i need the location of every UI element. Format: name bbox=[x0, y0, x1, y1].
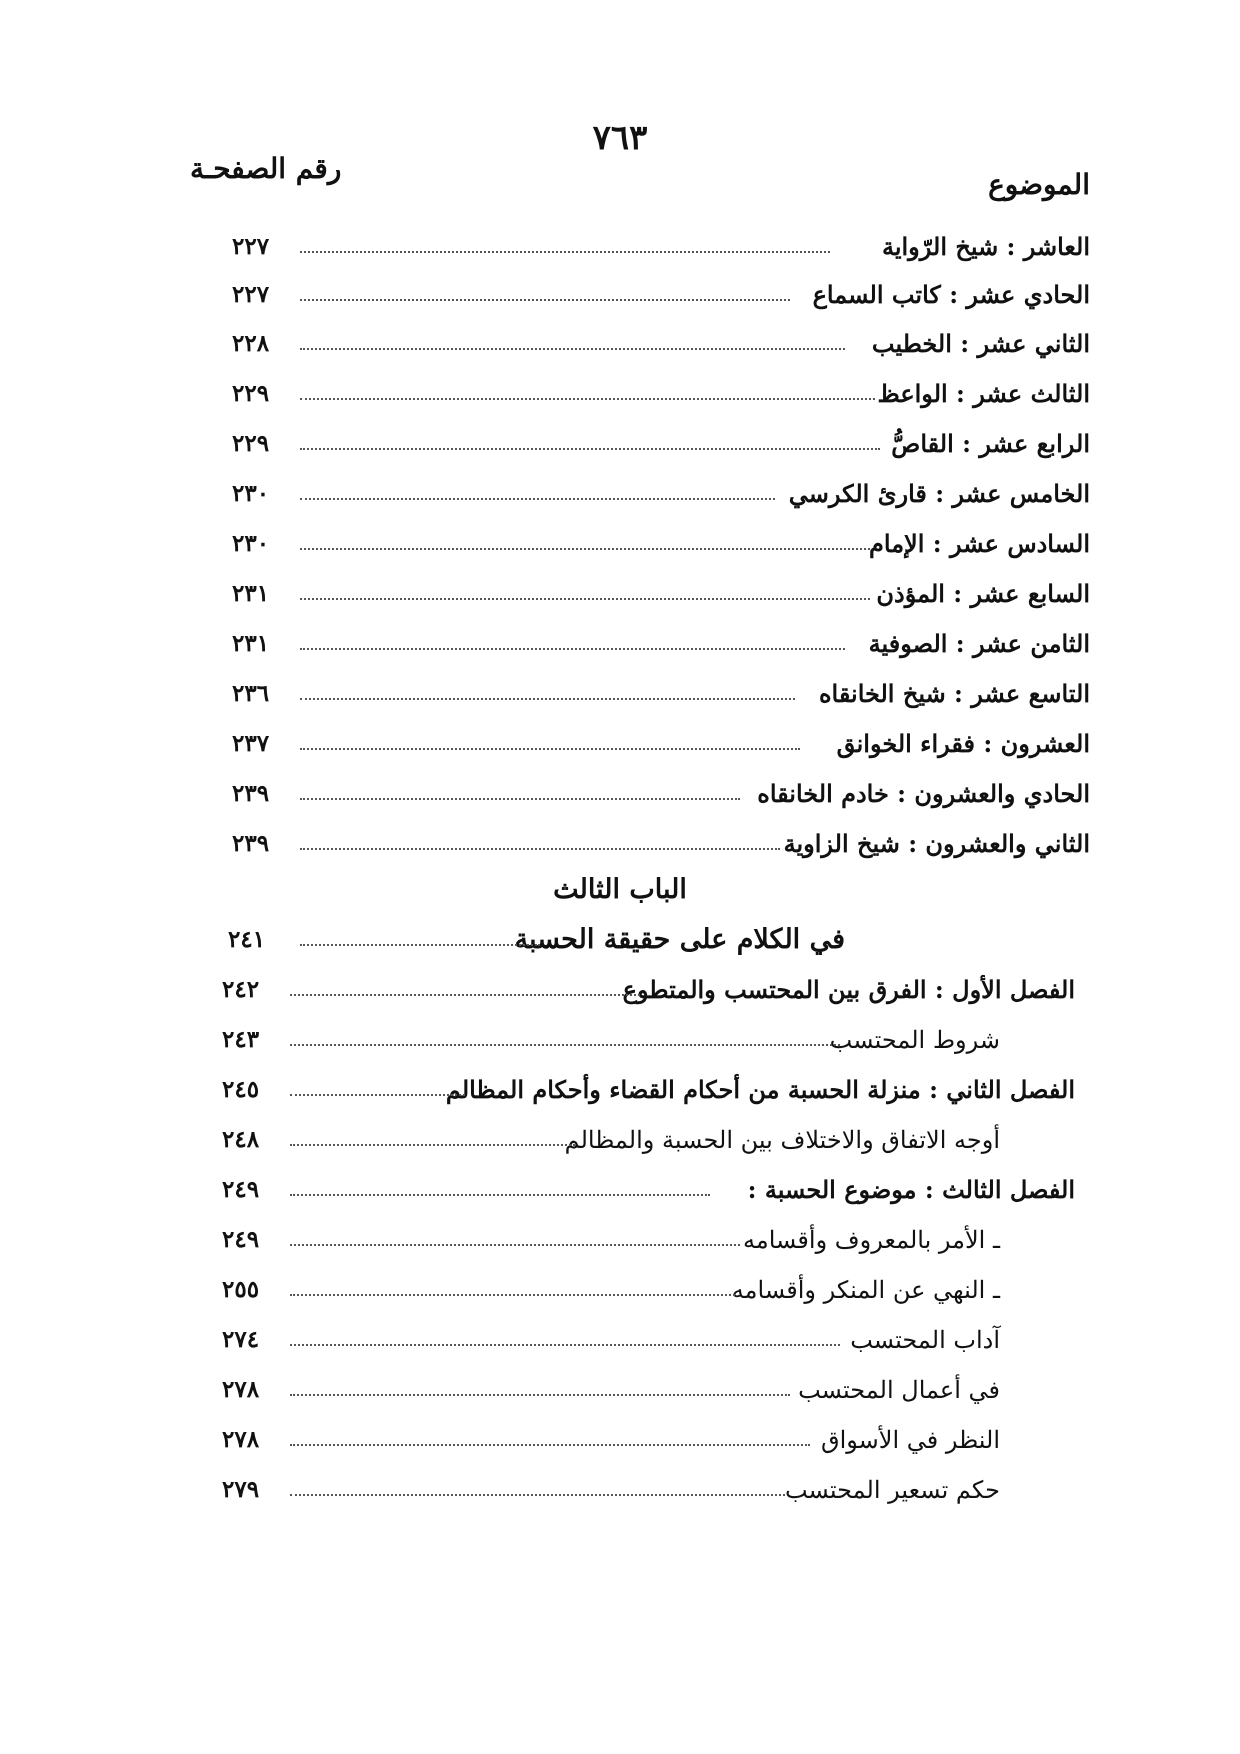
page-number: ٧٦٣ bbox=[592, 118, 648, 158]
toc-entry-title: في الكلام على حقيقة الحسبة bbox=[514, 924, 845, 955]
toc-entry-page: ٢٤٩ bbox=[222, 1176, 260, 1203]
toc-entry bbox=[0, 1418, 1240, 1462]
toc-entry bbox=[0, 622, 1240, 666]
dot-leader bbox=[300, 498, 775, 500]
page-column-header: رقم الصفحـة bbox=[190, 152, 342, 185]
toc-entry-page: ٢٢٩ bbox=[232, 430, 270, 457]
toc-entry bbox=[0, 273, 1240, 317]
dot-leader bbox=[300, 299, 790, 301]
toc-entry-page: ٢٣٧ bbox=[232, 730, 270, 757]
toc-entry-title: الثاني والعشرون : شيخ الزاوية bbox=[783, 829, 1090, 858]
toc-entry-title: ـ النهي عن المنكر وأقسامه bbox=[731, 1276, 1000, 1304]
toc-entry bbox=[0, 722, 1240, 766]
toc-entry-page: ٢٧٩ bbox=[222, 1476, 260, 1503]
toc-entry bbox=[0, 572, 1240, 616]
toc-entry-title: شروط المحتسب bbox=[829, 1026, 1000, 1054]
dot-leader bbox=[290, 1344, 840, 1346]
toc-entry-title: الفصل الثاني : منزلة الحسبة من أحكام القضاء وأحكام المظالم bbox=[445, 1075, 1075, 1104]
toc-entry-title: النظر في الأسواق bbox=[820, 1426, 1000, 1454]
toc-entry-title: حكم تسعير المحتسب bbox=[784, 1476, 1000, 1504]
toc-entry-title: أوجه الاتفاق والاختلاف بين الحسبة والمظالم bbox=[564, 1126, 1000, 1154]
toc-entry-title: آداب المحتسب bbox=[850, 1326, 1000, 1354]
toc-entry-page: ٢٣٠ bbox=[232, 530, 270, 557]
toc-entry-title: السادس عشر : الإمام bbox=[869, 529, 1090, 558]
toc-entry bbox=[0, 1368, 1240, 1412]
dot-leader bbox=[290, 1144, 575, 1146]
toc-entry bbox=[0, 1018, 1240, 1062]
toc-entry-page: ٢٢٧ bbox=[232, 281, 270, 308]
toc-entry-page: ٢٤٢ bbox=[222, 976, 260, 1003]
toc-entry-page: ٢٣٩ bbox=[232, 830, 270, 857]
dot-leader bbox=[300, 944, 540, 946]
dot-leader bbox=[290, 1094, 465, 1096]
subject-column-header: الموضوع bbox=[988, 168, 1090, 201]
toc-entry-title: ـ الأمر بالمعروف وأقسامه bbox=[742, 1226, 1000, 1254]
dot-leader bbox=[300, 798, 740, 800]
toc-entry bbox=[0, 772, 1240, 816]
toc-entry bbox=[0, 1468, 1240, 1512]
dot-leader bbox=[300, 698, 795, 700]
toc-entry bbox=[0, 322, 1240, 366]
toc-entry-page: ٢٤٥ bbox=[222, 1076, 260, 1103]
toc-entry-title: التاسع عشر : شيخ الخانقاه bbox=[818, 679, 1090, 708]
dot-leader bbox=[290, 1244, 740, 1246]
toc-entry-title: السابع عشر : المؤذن bbox=[876, 579, 1090, 608]
dot-leader bbox=[300, 348, 845, 350]
dot-leader bbox=[300, 598, 870, 600]
toc-entry-page: ٢٧٨ bbox=[222, 1426, 260, 1453]
toc-entry-page: ٢٣٩ bbox=[232, 780, 270, 807]
toc-entry-title: الثالث عشر : الواعظ bbox=[877, 379, 1090, 408]
toc-entry-title: الفصل الأول : الفرق بين المحتسب والمتطوع bbox=[622, 975, 1075, 1004]
toc-entry-title: الفصل الثالث : موضوع الحسبة : bbox=[747, 1175, 1075, 1204]
toc-entry-title: الحادي والعشرون : خادم الخانقاه bbox=[757, 779, 1090, 808]
toc-entry-page: ٢٧٨ bbox=[222, 1376, 260, 1403]
dot-leader bbox=[300, 748, 800, 750]
dot-leader bbox=[300, 648, 845, 650]
toc-entry-page: ٢٣١ bbox=[232, 580, 270, 607]
toc-entry-title: العشرون : فقراء الخوانق bbox=[836, 729, 1090, 758]
toc-entry bbox=[0, 672, 1240, 716]
toc-entry bbox=[0, 1268, 1240, 1312]
toc-entry-page: ٢٤٩ bbox=[222, 1226, 260, 1253]
toc-entry-page: ٢٢٧ bbox=[232, 233, 270, 260]
toc-entry bbox=[0, 918, 1240, 962]
dot-leader bbox=[290, 1494, 785, 1496]
toc-entry-title: الخامس عشر : قارئ الكرسي bbox=[788, 479, 1090, 508]
toc-entry bbox=[0, 968, 1240, 1012]
toc-entry bbox=[0, 372, 1240, 416]
dot-leader bbox=[290, 1394, 790, 1396]
dot-leader bbox=[300, 251, 830, 253]
toc-entry bbox=[0, 225, 1240, 269]
toc-entry bbox=[0, 1168, 1240, 1212]
toc-entry-title: الثامن عشر : الصوفية bbox=[868, 629, 1090, 658]
toc-entry-page: ٢٤١ bbox=[228, 926, 266, 953]
dot-leader bbox=[300, 448, 880, 450]
toc-entry bbox=[0, 472, 1240, 516]
toc-entry-page: ٢٢٩ bbox=[232, 380, 270, 407]
toc-entry-title: الحادي عشر : كاتب السماع bbox=[812, 280, 1090, 309]
toc-entry-page: ٢٣١ bbox=[232, 630, 270, 657]
toc-entry-title: الثاني عشر : الخطيب bbox=[871, 329, 1090, 358]
chapter-heading: الباب الثالث bbox=[553, 874, 687, 905]
toc-entry-page: ٢٧٤ bbox=[222, 1326, 260, 1353]
toc-entry bbox=[0, 822, 1240, 866]
toc-entry-title: العاشر : شيخ الرّواية bbox=[881, 232, 1090, 261]
toc-entry-page: ٢٢٨ bbox=[232, 330, 270, 357]
toc-entry-page: ٢٣٦ bbox=[232, 680, 270, 707]
dot-leader bbox=[290, 994, 640, 996]
dot-leader bbox=[300, 848, 780, 850]
dot-leader bbox=[290, 1294, 735, 1296]
toc-entry-title: الرابع عشر : القاصُّ bbox=[891, 429, 1090, 458]
toc-entry-page: ٢٤٨ bbox=[222, 1126, 260, 1153]
dot-leader bbox=[300, 398, 875, 400]
toc-entry bbox=[0, 1118, 1240, 1162]
dot-leader bbox=[290, 1194, 710, 1196]
toc-entry bbox=[0, 522, 1240, 566]
toc-entry-title: في أعمال المحتسب bbox=[798, 1376, 1000, 1404]
dot-leader bbox=[290, 1044, 840, 1046]
toc-entry bbox=[0, 1068, 1240, 1112]
dot-leader bbox=[290, 1444, 810, 1446]
toc-entry-page: ٢٤٣ bbox=[222, 1026, 260, 1053]
toc-entry bbox=[0, 422, 1240, 466]
toc-entry-page: ٢٣٠ bbox=[232, 480, 270, 507]
toc-entry-page: ٢٥٥ bbox=[222, 1276, 260, 1303]
toc-entry bbox=[0, 1318, 1240, 1362]
dot-leader bbox=[300, 548, 870, 550]
toc-entry bbox=[0, 1218, 1240, 1262]
